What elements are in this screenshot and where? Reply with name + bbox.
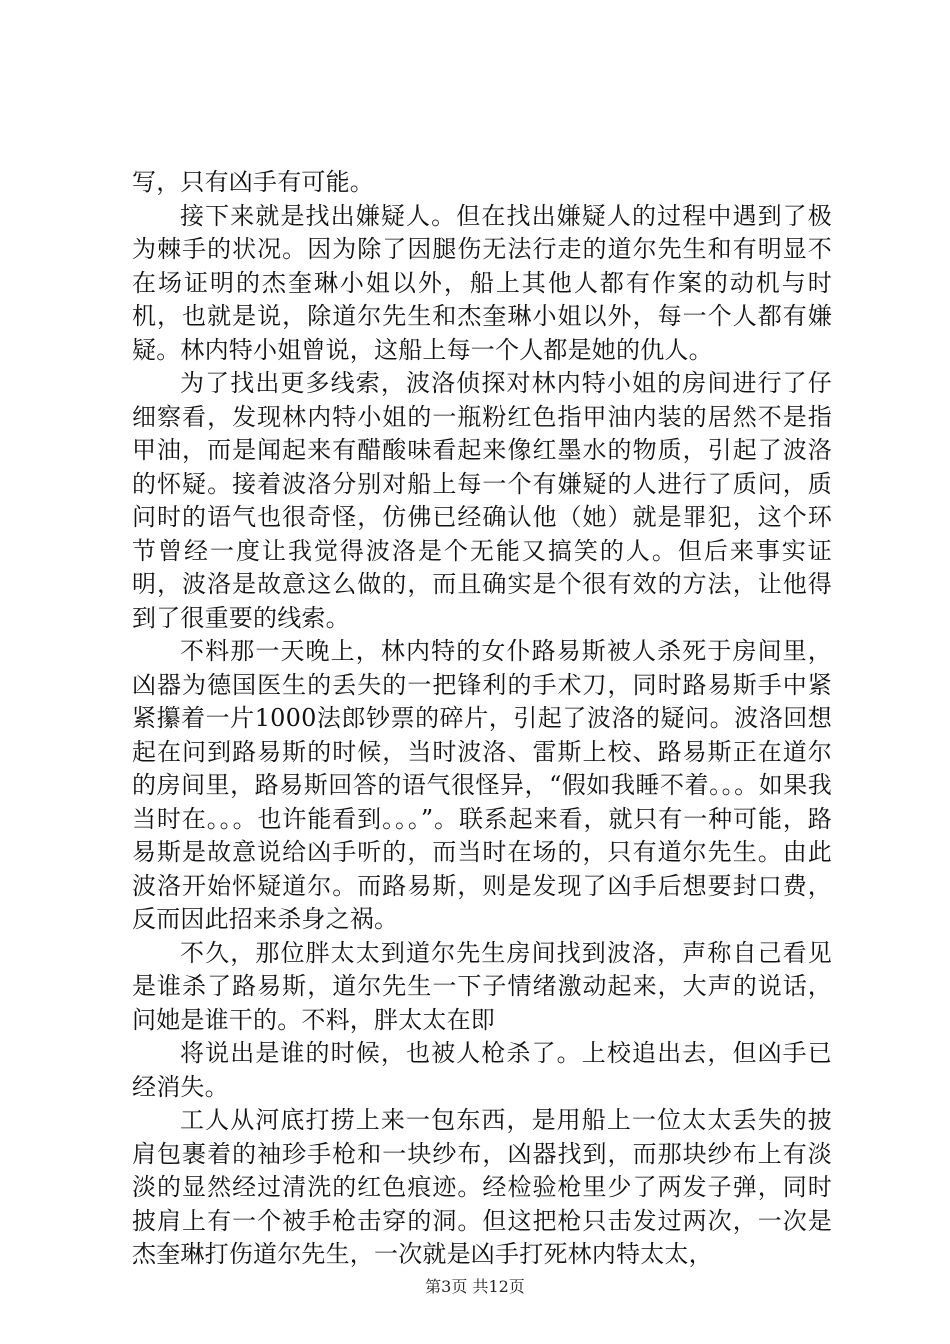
page-footer: 第3页 共12页	[425, 1277, 525, 1296]
paragraph-6: 将说出是谁的时候，也被人枪杀了。上校追出去，但凶手已经消失。	[132, 1039, 832, 1101]
paragraph-7: 工人从河底打捞上来一包东西，是用船上一位太太丢失的披肩包裹着的袖珍手枪和一块纱布，凶器找到，而那块纱布上有淡淡的显然经过清洗的红色痕迹。经检验枪里少了两发子弹，同时披肩上有一个被手枪击穿的洞。但这把枪只击发过两次，一次是杰奎琳打伤道尔先生，一次就是凶手打死林内特太太，	[132, 1106, 832, 1268]
paragraph-2: 接下来就是找出嫌疑人。但在找出嫌疑人的过程中遇到了极为棘手的状况。因为除了因腿伤无法行走的道尔先生和有明显不在场证明的杰奎琳小姐以外，船上其他人都有作案的动机与时机，也就是说，除道尔先生和杰奎琳小姐以外，每一个人都有嫌疑。林内特小姐曾说，这船上每一个人都是她的仇人。	[132, 201, 832, 364]
paragraph-4: 不料那一天晚上，林内特的女仆路易斯被人杀死于房间里，凶器为德国医生的丢失的一把锋利的手术刀，同时路易斯手中紧紧攥着一片1000法郎钞票的碎片，引起了波洛的疑问。波洛回想起在问到路易斯的时候，当时波洛、雷斯上校、路易斯正在道尔的房间里，路易斯回答的语气很怪异，“假如我睡不着。。。如果我当时在。。。也许能看到。。。”。联系起来看，就只有一种可能，路易斯是故意说给凶手听的，而当时在场的，只有道尔先生。由此波洛开始怀疑道尔。而路易斯，则是发现了凶手后想要封口费，反而因此招来杀身之祸。	[132, 637, 832, 933]
paragraph-3: 为了找出更多线索，波洛侦探对林内特小姐的房间进行了仔细察看，发现林内特小姐的一瓶粉红色指甲油内装的居然不是指甲油，而是闻起来有醋酸味看起来像红墨水的物质，引起了波洛的怀疑。接着波洛分别对船上每一个有嫌疑的人进行了质问，质问时的语气也很奇怪，仿佛已经确认他（她）就是罪犯，这个环节曾经一度让我觉得波洛是个无能又搞笑的人。但后来事实证明，波洛是故意这么做的，而且确实是个很有效的方法，让他得到了很重要的线索。	[132, 369, 832, 632]
paragraph-1: 写，只有凶手有可能。	[132, 168, 374, 196]
paragraph-5: 不久，那位胖太太到道尔先生房间找到波洛，声称自己看见是谁杀了路易斯，道尔先生一下子情绪激动起来，大声的说话，问她是谁干的。不料，胖太太在即	[132, 938, 832, 1034]
body-text	[132, 166, 832, 1272]
